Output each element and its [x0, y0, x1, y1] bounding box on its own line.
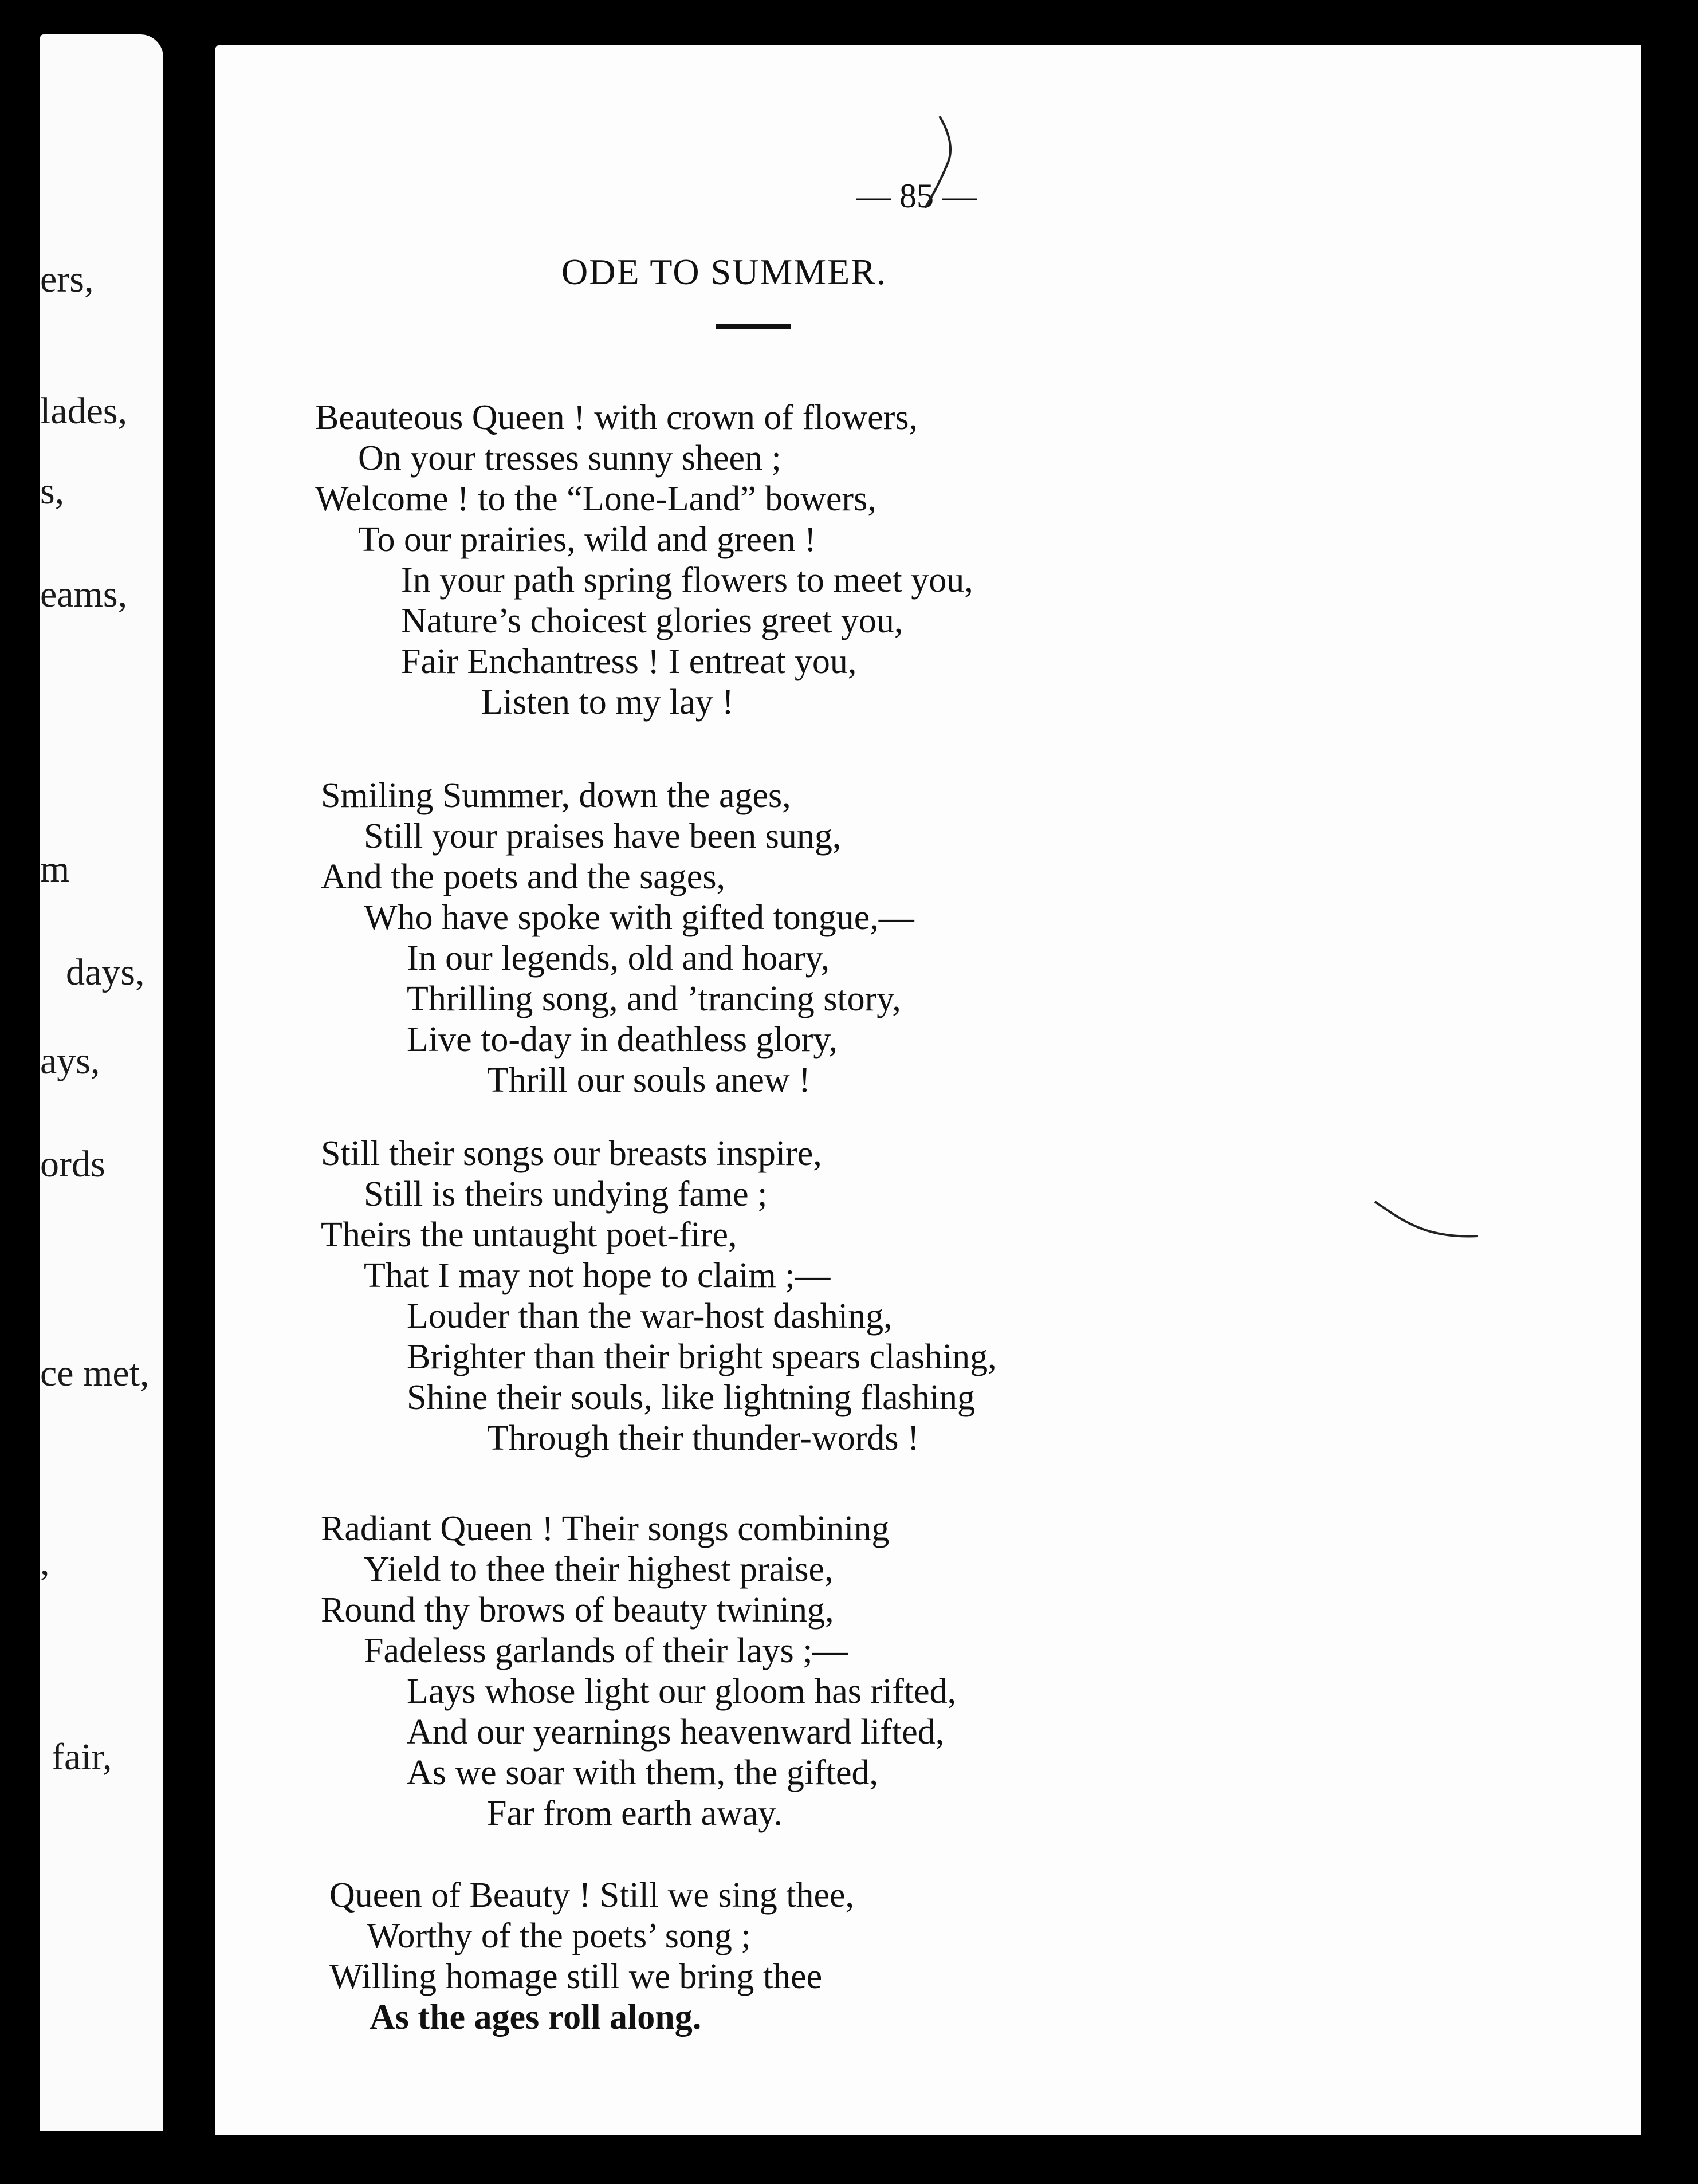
previous-page-fragment: ce met, — [40, 1352, 150, 1394]
title-rule — [716, 324, 791, 329]
poem-line: Theirs the untaught poet-fire, — [321, 1215, 737, 1254]
pencil-mark — [922, 113, 968, 211]
poem-line: Who have spoke with gifted tongue,— — [364, 898, 914, 937]
poem-title: ODE TO SUMMER. — [561, 251, 887, 292]
poem-line: Beauteous Queen ! with crown of flowers, — [315, 398, 918, 437]
poem-line: In our legends, old and hoary, — [407, 939, 830, 978]
poem-line: Far from earth away. — [487, 1794, 783, 1833]
poem-line: As the ages roll along. — [370, 1998, 702, 2037]
poem-line: Listen to my lay ! — [481, 683, 734, 722]
poem-line: Round thy brows of beauty twining, — [321, 1591, 834, 1630]
poem-line: Smiling Summer, down the ages, — [321, 776, 791, 815]
previous-page-fragment: m — [40, 848, 70, 890]
previous-page-fragment: ords — [40, 1143, 105, 1185]
previous-page-fragment: fair, — [52, 1736, 112, 1778]
poem-line: Worthy of the poets’ song ; — [367, 1917, 751, 1955]
poem-line: Live to-day in deathless glory, — [407, 1020, 838, 1059]
previous-page-fragment: s, — [40, 470, 65, 512]
poem-line: And our yearnings heavenward lifted, — [407, 1713, 945, 1752]
poem-line: Thrilling song, and ’trancing story, — [407, 979, 901, 1018]
book-page — [215, 45, 1641, 2135]
poem-line: Still your praises have been sung, — [364, 817, 842, 856]
previous-page-fragment: eams, — [40, 573, 128, 615]
poem-line: Fair Enchantress ! I entreat you, — [401, 642, 857, 681]
poem-line: In your path spring flowers to meet you, — [401, 561, 973, 600]
poem-line: Willing homage still we bring thee — [329, 1957, 823, 1996]
previous-page-edge — [40, 34, 163, 2131]
previous-page-fragment: ers, — [40, 258, 94, 300]
poem-line: On your tresses sunny sheen ; — [358, 439, 781, 478]
poem-line: Thrill our souls anew ! — [487, 1061, 811, 1100]
poem-line: Yield to thee their highest praise, — [364, 1550, 834, 1589]
poem-line: That I may not hope to claim ;— — [364, 1256, 831, 1295]
poem-line: Nature’s choicest glories greet you, — [401, 601, 903, 640]
poem-line: Shine their souls, like lightning flashing — [407, 1378, 975, 1417]
poem-line: Radiant Queen ! Their songs combining — [321, 1509, 890, 1548]
poem-line: To our prairies, wild and green ! — [358, 520, 816, 559]
ink-mark — [1372, 1196, 1481, 1248]
previous-page-fragment: ays, — [40, 1040, 100, 1082]
previous-page-fragment: , — [40, 1541, 50, 1583]
poem-line: Welcome ! to the “Lone-Land” bowers, — [315, 479, 876, 518]
poem-line: Lays whose light our gloom has rifted, — [407, 1672, 957, 1711]
poem-line: Louder than the war-host dashing, — [407, 1297, 893, 1336]
poem-line: Still their songs our breasts inspire, — [321, 1134, 822, 1173]
poem-line: Fadeless garlands of their lays ;— — [364, 1631, 848, 1670]
poem-line: As we soar with them, the gifted, — [407, 1753, 879, 1792]
poem-line: Through their thunder-words ! — [487, 1419, 919, 1458]
page-number: — 85 — — [856, 177, 977, 215]
poem-line: Queen of Beauty ! Still we sing thee, — [329, 1876, 855, 1915]
previous-page-fragment: lades, — [40, 390, 128, 432]
previous-page-fragment: days, — [66, 951, 145, 993]
poem-line: Brighter than their bright spears clashing, — [407, 1337, 997, 1376]
poem-line: And the poets and the sages, — [321, 857, 725, 896]
poem-line: Still is theirs undying fame ; — [364, 1175, 768, 1214]
